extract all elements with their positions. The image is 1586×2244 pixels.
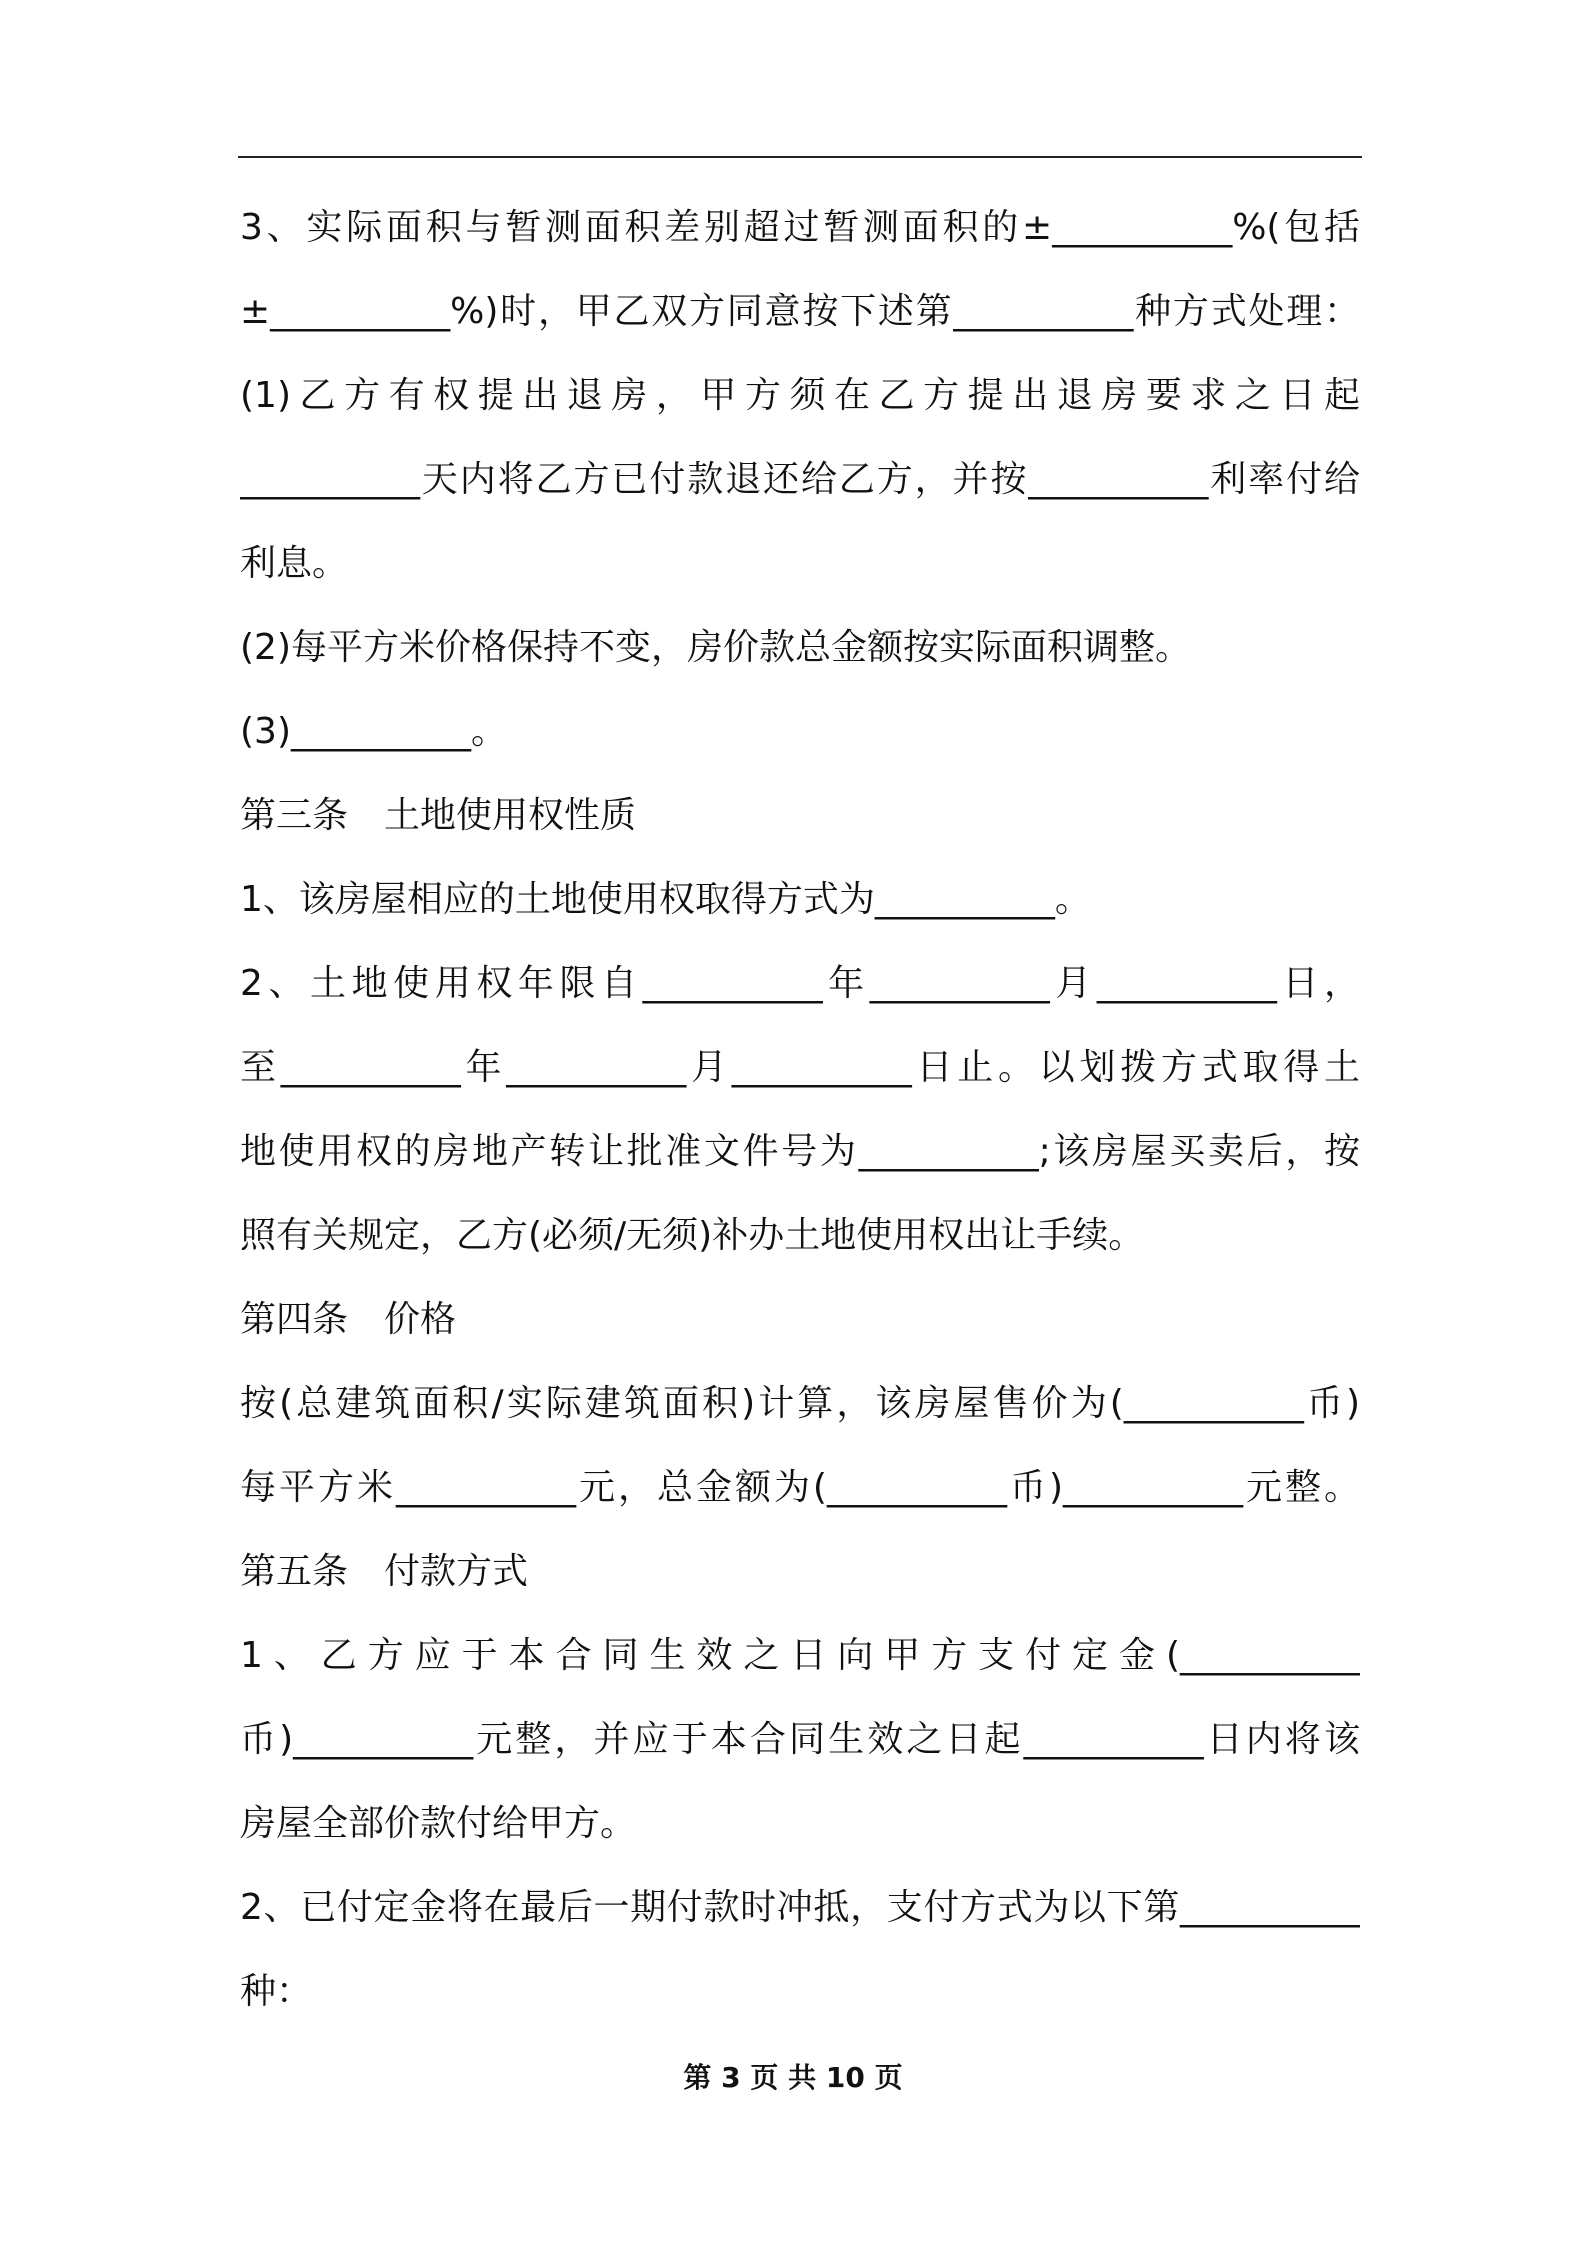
text-line: 1、该房屋相应的土地使用权取得方式为__________。	[240, 879, 1091, 920]
text-line: (2)每平方米价格保持不变，房价款总金额按实际面积调整。	[240, 627, 1191, 668]
text-line: 至__________年__________月__________日止。以划拨方式取得土	[240, 1047, 1360, 1088]
text-line: 地使用权的房地产转让批准文件号为__________;该房屋买卖后，按	[240, 1131, 1360, 1172]
text-line: 币)__________元整，并应于本合同生效之日起__________日内将该	[240, 1719, 1360, 1760]
section-heading: 第四条 价格	[240, 1299, 457, 1340]
text-line: ±__________%)时，甲乙双方同意按下述第__________种方式处理：	[240, 291, 1360, 332]
text-line: 利息。	[240, 543, 349, 584]
text-line: 3、实际面积与暂测面积差别超过暂测面积的±__________%(包括	[240, 207, 1360, 248]
text-line: 房屋全部价款付给甲方。	[240, 1803, 637, 1844]
text-line: 每平方米__________元，总金额为(__________币)__________元整。	[240, 1467, 1360, 1508]
page-number: 第 3 页 共 10 页	[683, 2061, 903, 2094]
header-divider	[238, 156, 1362, 158]
section-heading: 第五条 付款方式	[240, 1551, 529, 1592]
text-line: 照有关规定，乙方(必须/无须)补办土地使用权出让手续。	[240, 1215, 1145, 1256]
text-line: 种：	[240, 1971, 313, 2012]
text-line: (1)乙方有权提出退房，甲方须在乙方提出退房要求之日起	[240, 375, 1360, 416]
section-heading: 第三条 土地使用权性质	[240, 795, 637, 836]
text-line: 1、乙方应于本合同生效之日向甲方支付定金(__________	[240, 1635, 1360, 1676]
text-line: (3)__________。	[240, 711, 507, 752]
text-line: __________天内将乙方已付款退还给乙方，并按__________利率付给	[240, 459, 1360, 500]
text-line: 2、已付定金将在最后一期付款时冲抵，支付方式为以下第__________	[240, 1887, 1360, 1928]
text-line: 按(总建筑面积/实际建筑面积)计算，该房屋售价为(__________币)	[240, 1383, 1360, 1424]
text-line: 2、土地使用权年限自__________年__________月__________日，	[240, 963, 1360, 1004]
